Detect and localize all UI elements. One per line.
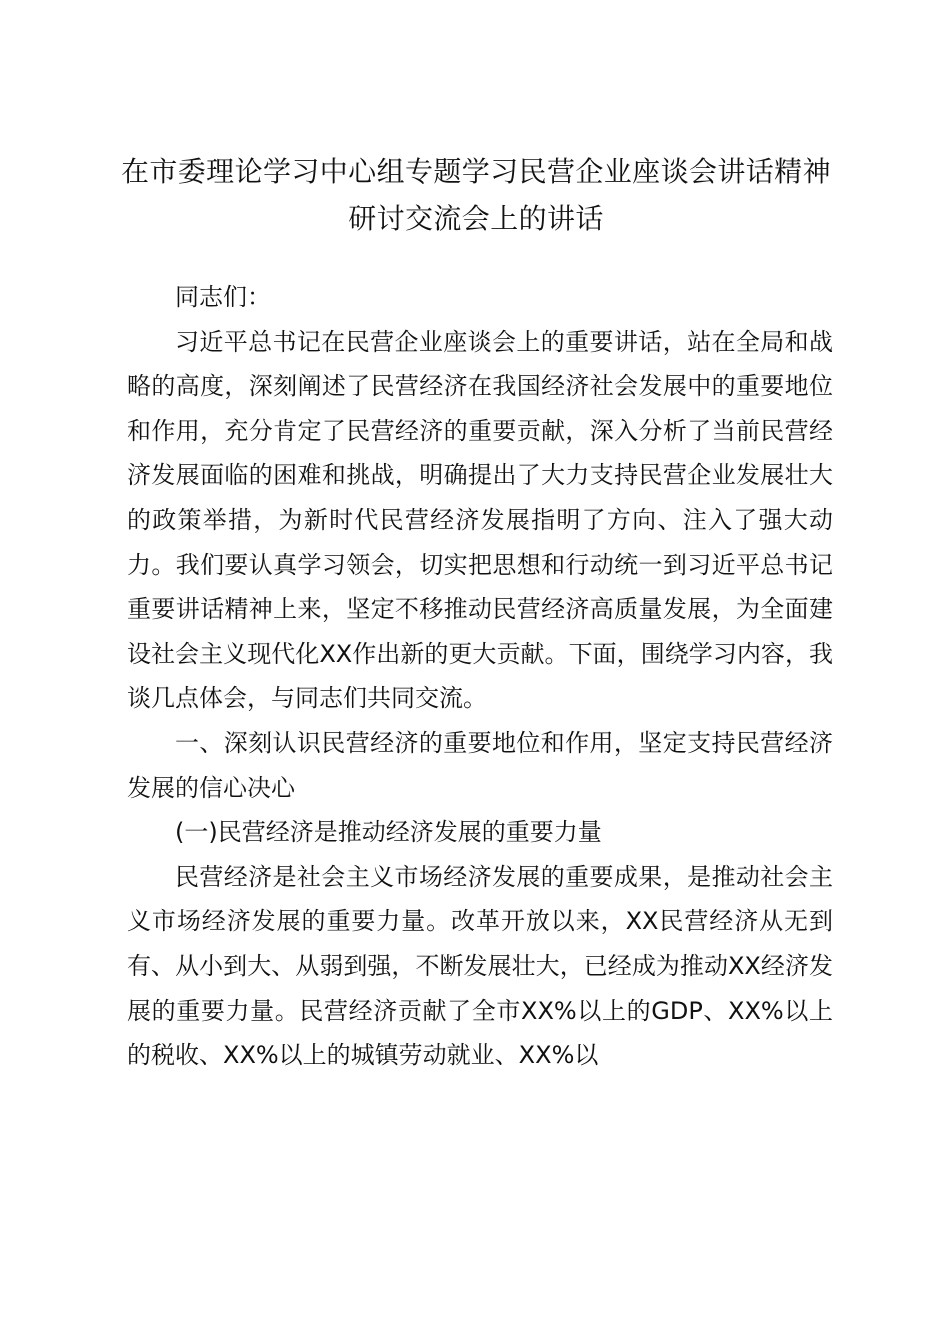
paragraph-private-economy: 民营经济是社会主义市场经济发展的重要成果，是推动社会主义市场经济发展的重要力量。改革开放以来，XX民营经济从无到有、从小到大、从弱到强，不断发展壮大，已经成为推动XX经济发展的重要力量。民营经济贡献了全市XX%以上的GDP、XX%以上的税收、XX%以上的城镇劳动就业、XX%以 <box>127 862 833 1070</box>
paragraph-intro: 习近平总书记在民营企业座谈会上的重要讲话，站在全局和战略的高度，深刻阐述了民营经济在我国经济社会发展中的重要地位和作用，充分肯定了民营经济的重要贡献，深入分析了当前民营经济发展面临的困难和挑战，明确提出了大力支持民营企业发展壮大的政策举措，为新时代民营经济发展指明了方向、注入了强大动力。我们要认真学习领会，切实把思想和行动统一到习近平总书记重要讲话精神上来，坚定不移推动民营经济高质量发展，为全面建设社会主义现代化XX作出新的更大贡献。下面，围绕学习内容，我谈几点体会，与同志们共同交流。 <box>127 327 833 713</box>
subsection-heading-1: (一)民营经济是推动经济发展的重要力量 <box>175 818 602 847</box>
document-title: 在市委理论学习中心组专题学习民营企业座谈会讲话精神研讨交流会上的讲话 <box>120 155 831 235</box>
salutation: 同志们： <box>175 283 271 311</box>
document-body <box>127 275 833 1078</box>
section-heading-1: 一、深刻认识民营经济的重要地位和作用，坚定支持民营经济发展的信心决心 <box>127 728 833 802</box>
